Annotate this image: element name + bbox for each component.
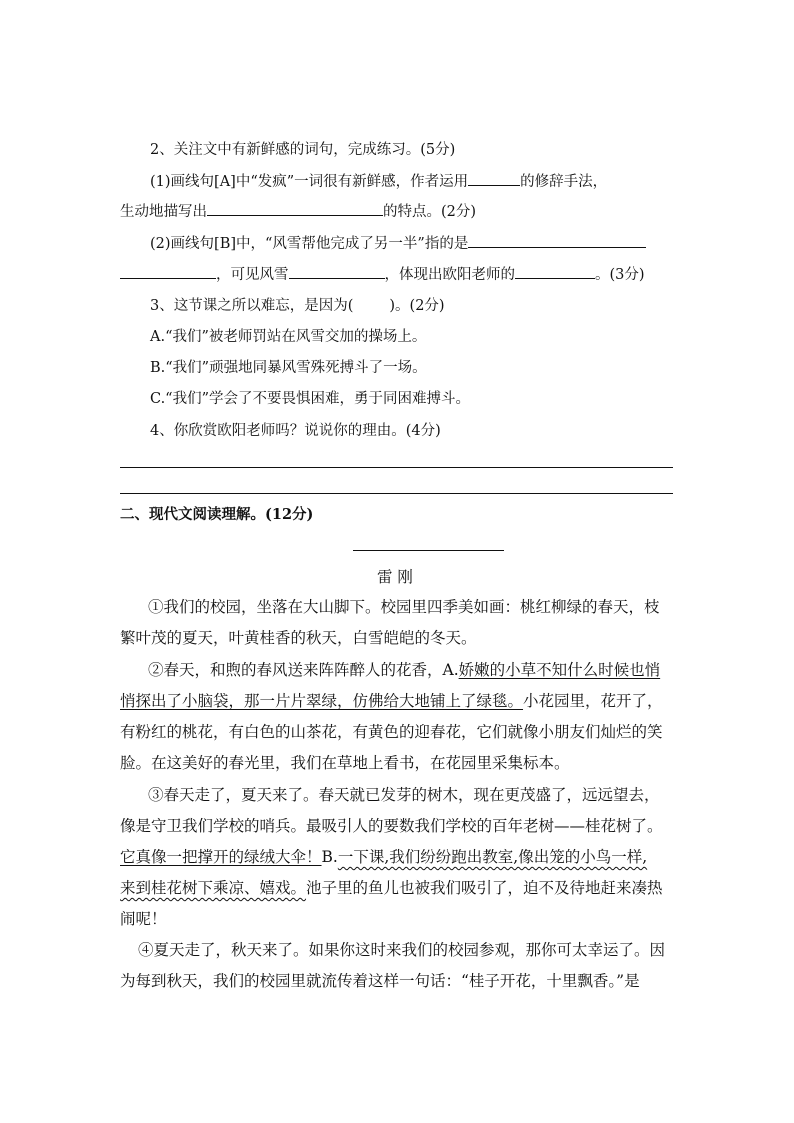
paragraph-3-line-2: 像是守卫我们学校的哨兵。最吸引人的要数我们学校的百年老树——桂花树了。 bbox=[120, 817, 663, 835]
underlined-sentence-a: 娇嫩的小草不知什么时候也悄 bbox=[458, 661, 661, 679]
q2-part2-text-a: (2)画线句[B]中，“风雪帮他完成了另一半”指的是 bbox=[150, 236, 469, 252]
paragraph-4-line-1: ④夏天走了，秋天来了。如果你这时来我们的校园参观，那你可太幸运了。因 bbox=[138, 941, 666, 959]
paragraph-3-line-4 bbox=[120, 877, 663, 899]
question-2-part2-line2 bbox=[120, 264, 645, 285]
answer-blank[interactable] bbox=[207, 201, 383, 216]
q2-part1-text-b: 的修辞手法， bbox=[520, 174, 608, 190]
q2-part1-text-a: (1)画线句[A]中“发疯”一词很有新鲜感，作者运用 bbox=[150, 174, 469, 190]
answer-blank[interactable] bbox=[289, 264, 385, 279]
option-b: B.“我们”顽强地同暴风雪殊死搏斗了一场。 bbox=[150, 360, 427, 376]
paragraph-2-line-1 bbox=[148, 659, 660, 681]
p3-l4-post: 池子里的鱼儿也被我们吸引了，迫不及待地赶来凑热 bbox=[306, 879, 663, 897]
answer-blank[interactable] bbox=[120, 264, 216, 279]
question-2-part1-line1 bbox=[150, 171, 607, 192]
underlined-sentence-a-cont: 悄探出了小脑袋，那一片片翠绿，仿佛给大地铺上了绿毯。 bbox=[120, 692, 524, 710]
q2-part1-text-d: 的特点。(2分) bbox=[383, 204, 477, 220]
option-c: C.“我们”学会了不要畏惧困难，勇于同困难搏斗。 bbox=[150, 391, 471, 407]
paragraph-3-line-1: ③春天走了，夏天来了。春天就已发芽的树木，现在更茂盛了，远远望去， bbox=[148, 786, 660, 804]
answer-blank[interactable] bbox=[468, 171, 520, 186]
wavy-underlined-sentence-b: 一下课,我们纷纷跑出教室,像出笼的小鸟一样, bbox=[337, 848, 648, 866]
q3-stem-text: 3、这节课之所以难忘，是因为( bbox=[150, 298, 354, 314]
paragraph-2-line-4: 脸。在这美好的春光里，我们在草地上看书，在花园里采集标本。 bbox=[120, 754, 570, 772]
paragraph-3-line-3 bbox=[120, 846, 647, 868]
question-4-stem: 4、你欣赏欧阳老师吗？说说你的理由。(4分) bbox=[150, 423, 441, 439]
q2-part2-text-d: 。(3分) bbox=[595, 267, 645, 283]
q2-part1-text-c: 生动地描写出 bbox=[120, 204, 207, 220]
question-2-part2-line1 bbox=[150, 233, 646, 254]
passage-title: 雷 刚 bbox=[377, 568, 413, 586]
question-2-stem: 2、关注文中有新鲜感的词句，完成练习。(5分) bbox=[150, 142, 456, 158]
paragraph-1-line-2: 繁叶茂的夏天，叶黄桂香的秋天，白雪皑皑的冬天。 bbox=[120, 629, 477, 647]
paragraph-4-line-2: 为每到秋天，我们的校园里就流传着这样一句话：“桂子开花，十里飘香。”是 bbox=[120, 972, 640, 990]
underlined-sentence: 它真像一把撑开的绿绒大伞！ bbox=[120, 848, 322, 866]
section-2-heading: 二、现代文阅读理解。(12分) bbox=[120, 506, 314, 523]
question-2-part1-line2 bbox=[120, 201, 476, 222]
q2-part2-text-c: ，体现出欧阳老师的 bbox=[384, 267, 515, 283]
paragraph-3-line-5: 闹呢！ bbox=[120, 910, 167, 928]
answer-blank[interactable] bbox=[515, 264, 595, 279]
p2-l1-pre: ②春天，和煦的春风送来阵阵醉人的花香，A. bbox=[148, 661, 459, 679]
paragraph-2-line-3: 有粉红的桃花，有白色的山茶花，有黄色的迎春花，它们就像小朋友们灿烂的笑 bbox=[120, 723, 663, 741]
answer-line[interactable] bbox=[120, 493, 673, 494]
answer-blank[interactable] bbox=[468, 233, 646, 248]
question-3-stem bbox=[150, 296, 445, 316]
p2-l2-post: 小花园里，花开了， bbox=[523, 692, 663, 710]
paragraph-2-line-2 bbox=[120, 690, 663, 712]
option-a: A.“我们”被老师罚站在风雪交加的操场上。 bbox=[150, 329, 427, 345]
title-blank-line[interactable] bbox=[353, 550, 504, 551]
label-b: B. bbox=[321, 848, 338, 866]
answer-line[interactable] bbox=[120, 467, 673, 468]
wavy-underlined-sentence-b-cont: 来到桂花树下乘凉、嬉戏。 bbox=[120, 879, 307, 897]
q2-part2-text-b: ，可见风雪 bbox=[216, 267, 289, 283]
paragraph-1-line-1: ①我们的校园，坐落在大山脚下。校园里四季美如画：桃红柳绿的春天，枝 bbox=[148, 598, 660, 616]
q3-stem-end: )。(2分) bbox=[389, 298, 445, 314]
